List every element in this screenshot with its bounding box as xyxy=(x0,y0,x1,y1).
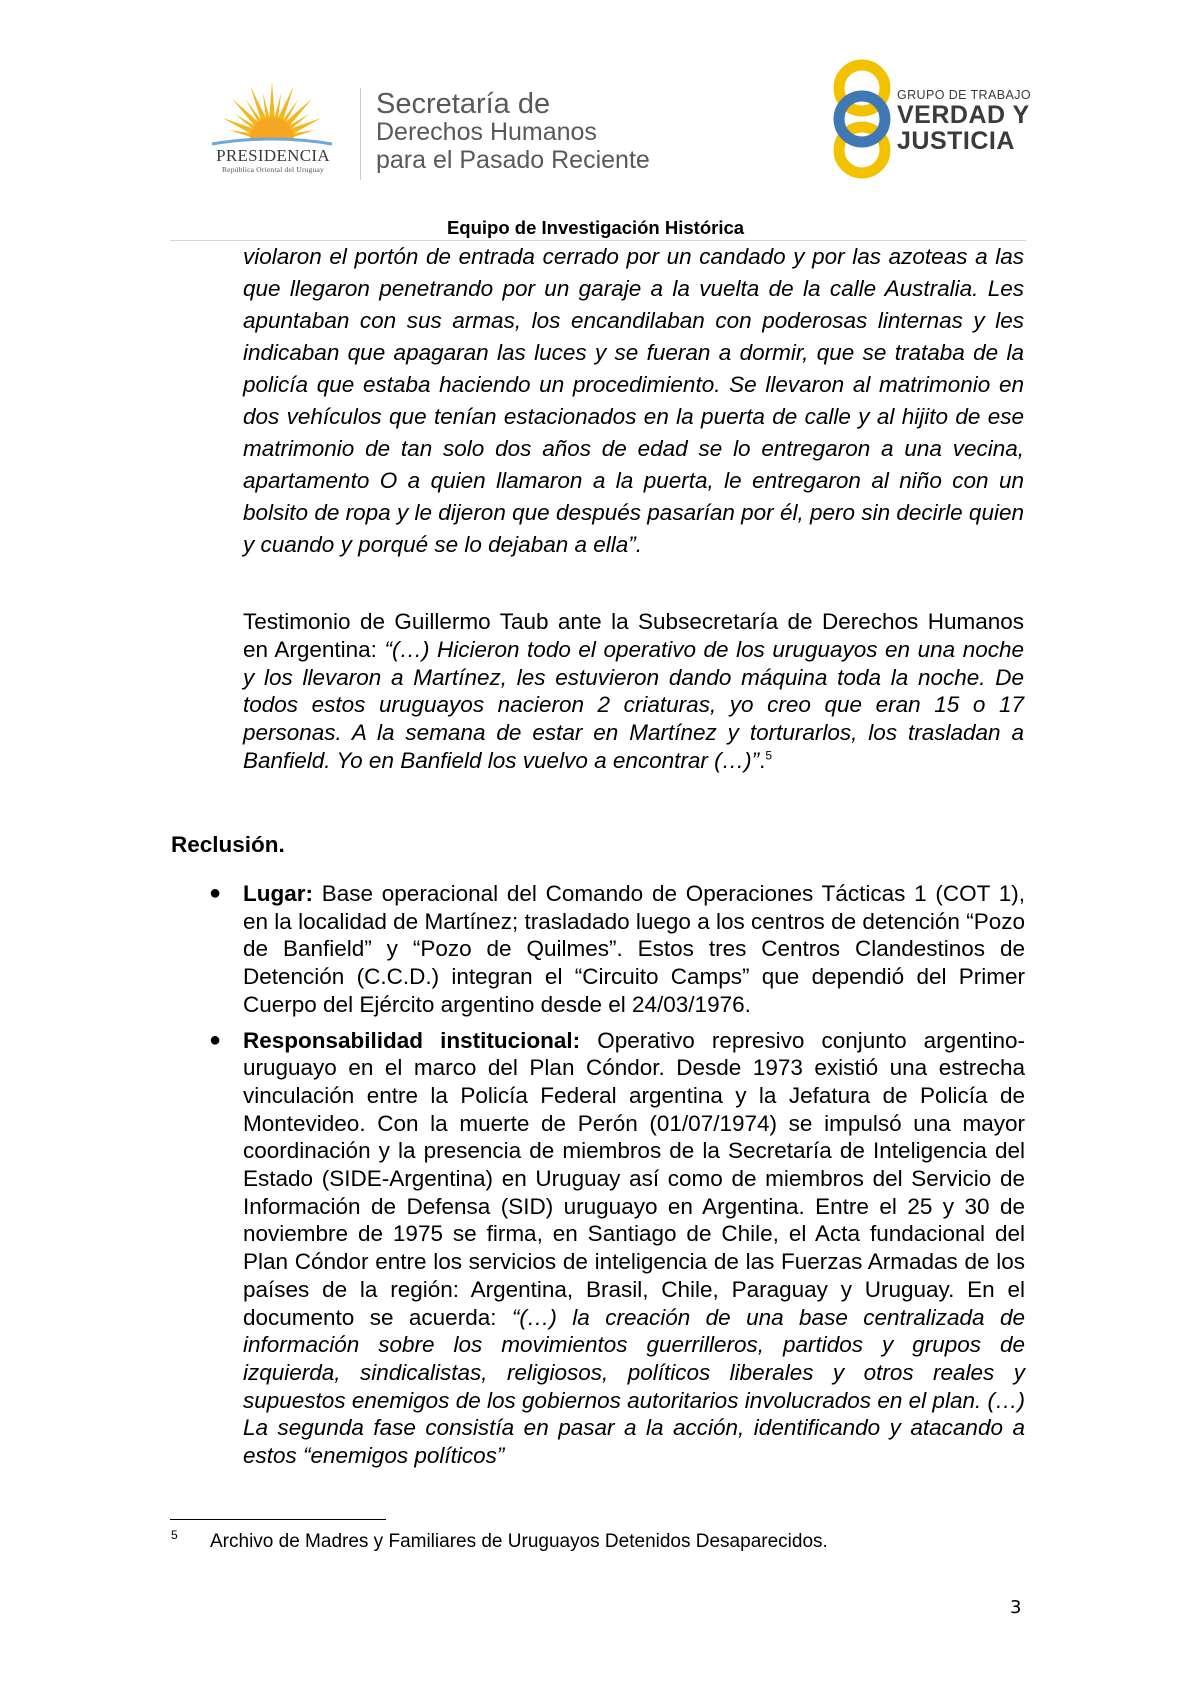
testimony-paragraph xyxy=(243,608,1024,775)
grupo-line1: GRUPO DE TRABAJO xyxy=(897,88,1031,102)
testimony-end: . xyxy=(759,747,766,773)
testimony-quote: “(…) Hicieron todo el operativo de los uruguayos en una noche y los llevaron a Martínez, les estuvieron dando máquina toda la noche. De todos estos uruguayos nacieron 2 criaturas, yo creo que eran 15 o 17 personas. A la semana de estar en Martínez y torturarlos, los trasladan a Banfield. Yo en Banfield los vuelvo a encontrar (…)” xyxy=(243,636,1024,773)
presidencia-name: PRESIDENCIA xyxy=(216,146,330,165)
footnote-rule xyxy=(170,1519,386,1520)
bullet-quote: “(…) la creación de una base centralizada de información sobre los movimientos guerrilleros, partidos y grupos de izquierda, sindicalistas, religiosos, políticos liberales y otros reales y supuestos enemigos de los gobiernos autoritarios involucrados en el plan. (…) La segunda fase consistía en pasar a la acción, identificando y atacando a estos “enemigos políticos” xyxy=(243,1304,1025,1469)
presidencia-subtitle: República Oriental del Uruguay xyxy=(221,165,324,174)
page-header xyxy=(0,0,1191,238)
bullet-label: Lugar: xyxy=(243,881,313,906)
bullet-item-lugar xyxy=(205,880,1025,1019)
bullet-text: Operativo represivo conjunto argentino-uruguayo en el marco del Plan Cóndor. Desde 1973 existió una estrecha vinculación entre la Policía Federal argentina y la Jefatura de Policía de Montevideo. Con la muerte de Perón (01/07/1974) se impulsó una mayor coordinación y la presencia de miembros de la Secretaría de Inteligencia del Estado (SIDE-Argentina) en Uruguay así como de miembros del Servicio de Información de Defensa (SID) uruguayo en Argentina. Entre el 25 y 30 de noviembre de 1975 se firma, en Santiago de Chile, el Acta fundacional del Plan Cóndor entre los servicios de inteligencia de las Fuerzas Armadas de los países de la región: Argentina, Brasil, Chile, Paraguay y Uruguay. En el documento se acuerda: xyxy=(243,1027,1025,1330)
secretaria-line2: Derechos Humanos xyxy=(376,118,597,146)
footnote-ref[interactable]: 5 xyxy=(765,748,773,763)
bullet-dot-icon: ● xyxy=(209,882,222,904)
grupo-trabajo-text xyxy=(897,88,1031,154)
secretaria-title xyxy=(376,90,650,174)
bullet-list xyxy=(205,880,1025,1478)
header-divider xyxy=(360,88,361,180)
section-heading: Reclusión. xyxy=(171,832,285,857)
footnote-number: 5 xyxy=(171,1528,178,1542)
bullet-text: Base operacional del Comando de Operaciones Tácticas 1 (COT 1), en la localidad de Martínez; trasladado luego a los centros de detención “Pozo de Banfield” y “Pozo de Quilmes”. Estos tres Centros Clandestinos de Detención (C.C.D.) integran el “Circuito Camps” que dependió del Primer Cuerpo del Ejército argentino desde el 24/03/1976. xyxy=(243,881,1025,1017)
team-title: Equipo de Investigación Histórica xyxy=(446,217,745,238)
grupo-line3: JUSTICIA xyxy=(897,127,1015,155)
quote-continuation: violaron el portón de entrada cerrado por un candado y por las azoteas a las que llegaron penetrando por un garaje a la vuelta de la calle Australia. Les apuntaban con sus armas, los encandilaban con poderosas linternas y les indicaban que apagaran las luces y se fueran a dormir, que se trataba de la policía que estaba haciendo un procedimiento. Se llevaron al matrimonio en dos vehículos que tenían estacionados en la puerta de calle y al hijito de ese matrimonio de tan solo dos años de edad se lo entregaron a una vecina, apartamento O a quien llamaron a la puerta, le entregaron al niño con un bolsito de ropa y le dijeron que después pasarían por él, pero sin decirle quien y cuando y porqué se lo dejaban a ella”. xyxy=(243,244,1024,557)
testimony-intro: Testimonio de Guillermo Taub ante la Subsecretaría de Derechos Humanos en Argentina: xyxy=(243,609,1024,662)
secretaria-line3: para el Pasado Reciente xyxy=(376,146,650,174)
bullet-label: Responsabilidad institucional: xyxy=(243,1027,581,1053)
grupo-line2: VERDAD Y xyxy=(897,101,1030,129)
page-number: 3 xyxy=(1010,1597,1022,1618)
footnote-text: Archivo de Madres y Familiares de Uruguayos Detenidos Desaparecidos. xyxy=(210,1531,828,1552)
bullet-dot-icon: ● xyxy=(209,1028,222,1051)
secretaria-line1: Secretaría de xyxy=(376,88,551,120)
verdad-justicia-logo xyxy=(822,58,902,180)
bullet-item-responsabilidad xyxy=(205,1027,1025,1470)
